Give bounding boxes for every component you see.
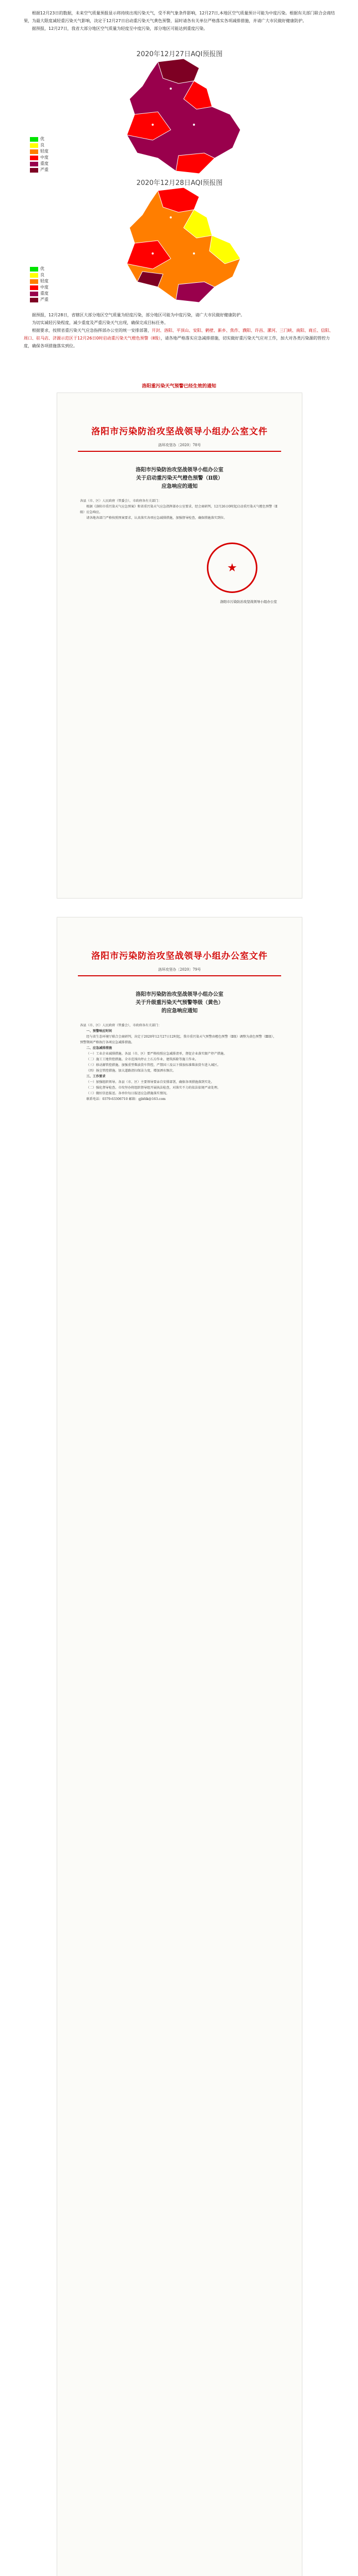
official-document-2 <box>57 917 302 2576</box>
after-maps-paragraph-3: 根据要求，按照省重污染天气应急指挥部办公室的统一安排部署，开封、洛阳、平顶山、安阳、鹤壁、新乡、焦作、濮阳、许昌、漯河、三门峡、南阳、商丘、信阳、周口、驻马店、济源示范区于12月26日0时启动重污染天气橙色预警（Ⅱ级），请各地严格落实应急减排措施，切实做好重污染天气应对工作，加大对各类污染源的管控力度，确保各项措施落实到位。 <box>24 328 333 348</box>
legend-item: 中度 <box>30 155 48 161</box>
doc-1-body <box>80 498 279 521</box>
legend-item: 良 <box>30 142 48 148</box>
legend-item: 优 <box>30 266 48 272</box>
doc-1-title-1: 洛阳市污染防治攻坚战领导小组办公室 <box>136 467 223 473</box>
doc-1-number: 洛环攻坚办〔2020〕78号 <box>158 443 201 447</box>
doc-2-item: （二）强化督导检查。市攻坚办将组织督导组开展执法检查，对落实不力的依法依规严肃处理。 <box>86 1086 221 1090</box>
doc-2-number: 洛环攻坚办〔2020〕79号 <box>158 968 201 972</box>
doc-2-contact: 联系电话：0379-63306710 邮箱：gjbfdk@163.com <box>86 1097 166 1101</box>
doc-2-item: （三）做好信息报送。各单位每日报送应急措施落实情况。 <box>86 1092 170 1095</box>
official-seal <box>207 543 257 593</box>
doc-1-title-2: 关于启动重污染天气橙色预警（Ⅱ级） <box>136 476 223 481</box>
doc-2-red-rule <box>78 975 281 976</box>
legend-item: 良 <box>30 272 48 278</box>
intro-text <box>24 9 335 32</box>
after-maps-paragraph-2: 为切实减轻污染程度，减少重度及严重污染天气出现，确保完成目标任务。 <box>32 320 168 325</box>
map-2-legend <box>30 266 48 303</box>
legend-item: 严重 <box>30 167 48 173</box>
star-icon: ★ <box>227 561 237 574</box>
doc-2-section-2: 二、应急减排措施 <box>86 1046 112 1050</box>
doc-2-item: （一）工业企业减排措施。各县（市、区）要严格按照应急减排清单，督促企业落实限产停产措施。 <box>86 1052 227 1056</box>
intro-paragraph-1: 根据12月23日的数据，未来空气质量预报显示将持续出现污染天气，受不利气象条件影响，12月27日,本地区空气质量预计可能为中度污染。根据有关部门联合会商结果，为最大限度减轻重污染天气影响，决定于12月27日启动重污染天气黄色预警，届时请各有关单位严格落实各项减排措施，并请广大市民做好健康防护。 <box>24 11 335 23</box>
doc-2-title-2: 关于升级重污染天气预警等级（黄色） <box>136 1000 223 1006</box>
doc-2-item: （二）施工工地管控措施。全市范围内停止土石方作业、建筑拆除等施工作业。 <box>86 1058 198 1061</box>
doc-1-red-rule <box>78 451 281 452</box>
aqi-map-2 <box>24 177 335 306</box>
doc-2-section-3: 三、工作要求 <box>86 1075 106 1078</box>
legend-item: 轻度 <box>30 148 48 155</box>
aqi-map-1 <box>24 48 335 176</box>
doc-2-section-1-text: 经与省生态环境厅联合会商研判，决定于2020年12月27日12时起，我市重污染天气预警由橙色预警（Ⅱ级）调整为黄色预警（Ⅲ级），预警期间严格执行各项应急减排措施。 <box>80 1035 276 1044</box>
henan-province-map-2 <box>24 187 335 305</box>
doc-2-title-3: 的应急响应通知 <box>161 1008 198 1014</box>
doc-2-item: （三）移动源管控措施。加强重型柴油货车管控，严禁国三及以下排放标准柴油货车进入城区。 <box>86 1063 221 1067</box>
doc-2-title-1: 洛阳市污染防治攻坚战领导小组办公室 <box>136 992 223 997</box>
legend-item: 重度 <box>30 291 48 297</box>
map-1-legend <box>30 136 48 173</box>
doc-1-recipient: 各县（市、区）人民政府（管委会），市政府各有关部门： <box>80 499 161 503</box>
map-1-title: 2020年12月27日AQI预报图 <box>136 50 223 58</box>
doc-2-org-header: 洛阳市污染防治攻坚战领导小组办公室文件 <box>91 951 268 961</box>
doc-1-title-3: 应急响应的通知 <box>161 484 198 489</box>
doc-1-paragraph: 请各地各部门严格按照预案要求，认真落实各项应急减排措施，加强督导检查，确保措施落实到位。 <box>86 516 227 520</box>
doc-1-footer: 洛阳市污染防治攻坚战领导小组办公室 <box>220 600 277 604</box>
official-document-1 <box>57 393 302 899</box>
intro-paragraph-2: 据预报，12月27日，我省大部分地区空气质量为轻度至中度污染，部分地区可能达到重度污染。 <box>32 26 208 31</box>
doc-2-item: （四）扬尘管控措施。加大道路清扫保洁力度，增加洒水频次。 <box>86 1069 176 1073</box>
notice-link[interactable]: 洛阳重污染天气预警已经生效的通知 <box>141 384 216 389</box>
legend-item: 中度 <box>30 284 48 291</box>
doc-2-section-1: 一、预警响应时间 <box>86 1029 112 1033</box>
after-maps-paragraph-1: 据预报，12月28日，省辖区大部分地区空气质量为轻度污染，部分地区可能为中度污染，请广大市民做好健康防护。 <box>32 313 245 317</box>
doc-1-org-header: 洛阳市污染防治攻坚战领导小组办公室文件 <box>91 427 268 437</box>
map-2-title: 2020年12月28日AQI预报图 <box>136 179 223 187</box>
highlighted-city-list: 开封、洛阳、平顶山、安阳、鹤壁、新乡、焦作、濮阳、许昌、漯河、三门峡、南阳、商丘、信阳、周口、驻马店、济源示范区于12月26日0时启动重污染天气橙色预警（Ⅱ级） <box>24 328 333 341</box>
doc-2-recipient: 各县（市、区）人民政府（管委会），市政府各有关部门： <box>80 1024 161 1027</box>
legend-item: 优 <box>30 136 48 142</box>
after-maps-text <box>24 311 335 350</box>
doc-2-item: （一）加强组织领导。各县（市、区）主要领导要亲自安排部署，确保各项措施落到实处。 <box>86 1080 214 1084</box>
henan-province-map-1 <box>24 58 335 175</box>
doc-2-body <box>80 1023 279 1102</box>
doc-1-paragraph: 根据《洛阳市重污染天气应急预案》和省重污染天气应急指挥部办公室要求，经会商研判，12月26日0时起启动重污染天气橙色预警（Ⅱ级）应急响应。 <box>80 505 278 514</box>
legend-item: 重度 <box>30 161 48 167</box>
legend-item: 严重 <box>30 297 48 303</box>
legend-item: 轻度 <box>30 278 48 284</box>
